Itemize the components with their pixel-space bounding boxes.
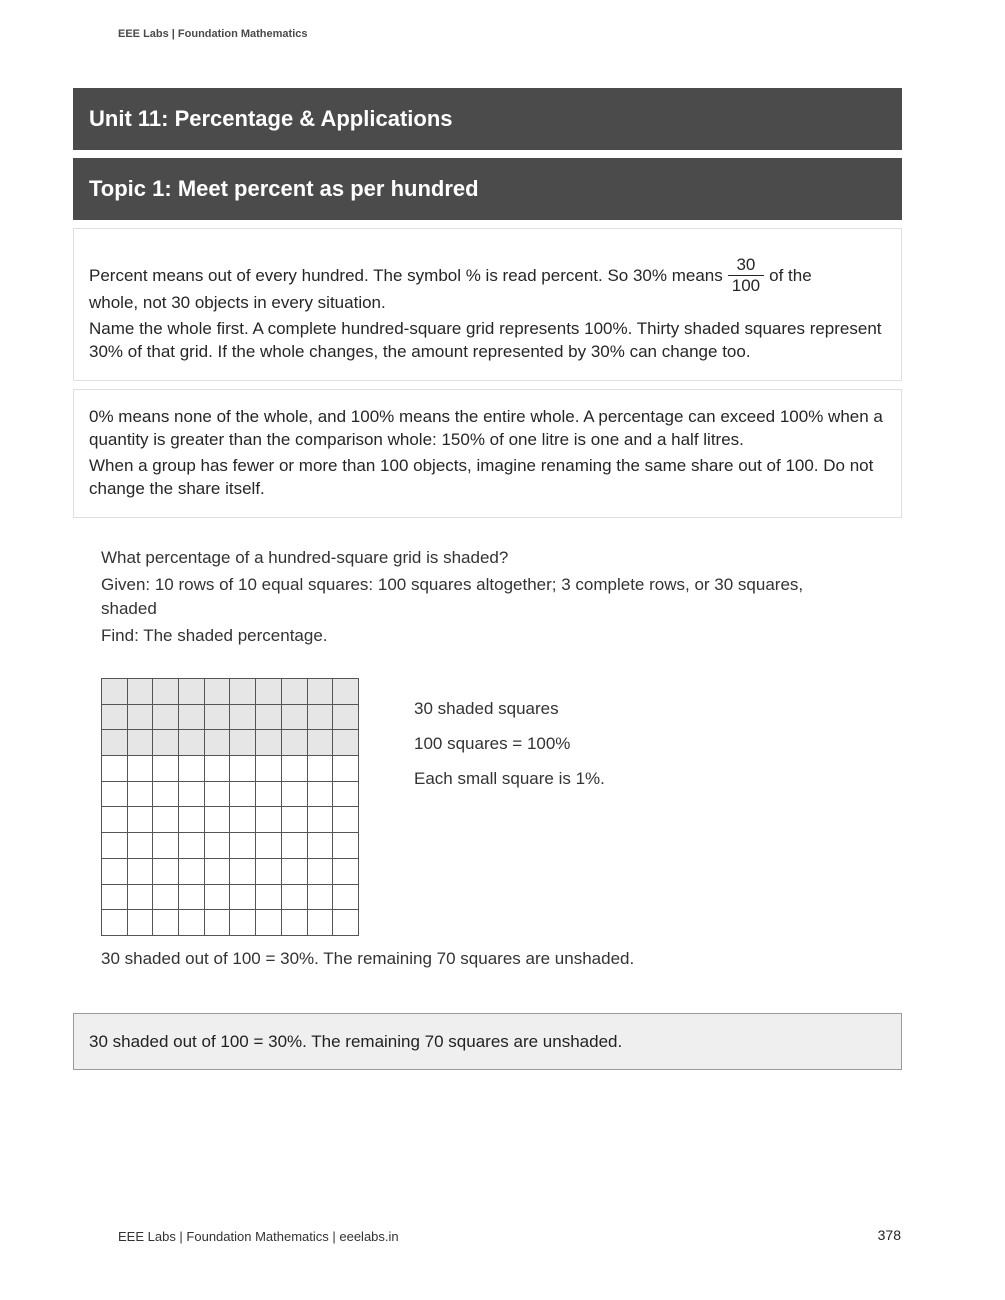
- grid-cell: [256, 756, 282, 782]
- grid-cell: [333, 756, 359, 782]
- grid-cell: [308, 782, 334, 808]
- range-note-paragraph-1: 0% means none of the whole, and 100% means the entire whole. A percentage can exceed 100% when a quantity is greater than the comparison whole: 150% of one litre is one and a half litres.: [89, 407, 883, 449]
- grid-cell-shaded: [282, 705, 308, 731]
- answer-text: 30 shaded out of 100 = 30%. The remaining 70 squares are unshaded.: [89, 1031, 623, 1051]
- definition-text-after: of the: [769, 266, 812, 285]
- grid-cell: [230, 910, 256, 936]
- grid-cell: [333, 807, 359, 833]
- example-question: What percentage of a hundred-square grid is shaded?: [101, 548, 509, 567]
- grid-cell: [308, 910, 334, 936]
- grid-cell: [128, 807, 154, 833]
- grid-cell: [282, 885, 308, 911]
- grid-cell: [256, 859, 282, 885]
- grid-cell: [153, 807, 179, 833]
- grid-cell-shaded: [256, 730, 282, 756]
- grid-cell-shaded: [205, 679, 231, 705]
- grid-cell: [282, 756, 308, 782]
- grid-cell: [333, 833, 359, 859]
- grid-cell: [153, 859, 179, 885]
- grid-cell: [230, 885, 256, 911]
- grid-cell: [282, 807, 308, 833]
- topic-title: Topic 1: Meet percent as per hundred: [73, 158, 902, 220]
- grid-cell: [282, 910, 308, 936]
- grid-cell-shaded: [179, 679, 205, 705]
- grid-cell: [230, 833, 256, 859]
- grid-cell: [102, 756, 128, 782]
- grid-cell: [128, 910, 154, 936]
- fraction-numerator: 30: [736, 255, 756, 274]
- grid-cell: [102, 859, 128, 885]
- grid-cell: [179, 910, 205, 936]
- unit-title: Unit 11: Percentage & Applications: [73, 88, 902, 150]
- range-note: [73, 389, 902, 518]
- grid-cell: [308, 756, 334, 782]
- grid-cell-shaded: [308, 679, 334, 705]
- grid-cell-shaded: [102, 730, 128, 756]
- grid-cell-shaded: [256, 705, 282, 731]
- grid-cell: [102, 782, 128, 808]
- grid-cell-shaded: [333, 730, 359, 756]
- grid-cell-shaded: [205, 730, 231, 756]
- grid-cell: [102, 833, 128, 859]
- page-footer: EEE Labs | Foundation Mathematics | eeelabs.in: [118, 1229, 399, 1244]
- grid-cell: [205, 756, 231, 782]
- grid-cell-shaded: [333, 705, 359, 731]
- grid-cell: [205, 807, 231, 833]
- grid-cell-shaded: [308, 730, 334, 756]
- grid-cell: [179, 807, 205, 833]
- grid-cell: [205, 885, 231, 911]
- grid-cell: [230, 756, 256, 782]
- fact-whole: 100 squares = 100%: [414, 734, 571, 753]
- grid-cell: [153, 885, 179, 911]
- grid-cell: [153, 910, 179, 936]
- grid-cell-shaded: [179, 705, 205, 731]
- grid-cell-shaded: [179, 730, 205, 756]
- grid-cell: [282, 859, 308, 885]
- definition-note: [73, 228, 902, 381]
- grid-cell: [308, 833, 334, 859]
- grid-cell: [128, 782, 154, 808]
- grid-cell: [256, 833, 282, 859]
- grid-cell: [205, 833, 231, 859]
- definition-line-2: whole, not 30 objects in every situation.: [89, 293, 386, 312]
- definition-text-before: Percent means out of every hundred. The symbol % is read percent. So 30% means: [89, 266, 723, 285]
- grid-cell: [282, 833, 308, 859]
- grid-cell-shaded: [333, 679, 359, 705]
- fraction: [728, 255, 764, 296]
- grid-cell: [230, 782, 256, 808]
- grid-cell: [308, 807, 334, 833]
- grid-cell: [230, 807, 256, 833]
- grid-cell: [230, 859, 256, 885]
- grid-cell: [102, 910, 128, 936]
- grid-cell: [179, 782, 205, 808]
- grid-cell: [179, 885, 205, 911]
- fact-shaded-count: 30 shaded squares: [414, 699, 559, 718]
- grid-cell: [128, 833, 154, 859]
- grid-cell-shaded: [205, 705, 231, 731]
- grid-cell: [153, 782, 179, 808]
- grid-cell: [128, 859, 154, 885]
- grid-cell: [282, 782, 308, 808]
- grid-cell: [333, 782, 359, 808]
- grid-cell: [256, 782, 282, 808]
- grid-cell: [102, 885, 128, 911]
- grid-cell-shaded: [102, 705, 128, 731]
- grid-cell-shaded: [230, 705, 256, 731]
- fact-unit-square: Each small square is 1%.: [414, 769, 605, 788]
- grid-cell: [333, 910, 359, 936]
- grid-cell-shaded: [153, 730, 179, 756]
- grid-cell-shaded: [128, 705, 154, 731]
- range-note-paragraph-2: When a group has fewer or more than 100 objects, imagine renaming the same share out of 100. Do not change the share itself.: [89, 456, 874, 498]
- grid-cell: [205, 782, 231, 808]
- example-given: Given: 10 rows of 10 equal squares: 100 squares altogether; 3 complete rows, or 30 squares, shaded: [101, 575, 804, 618]
- grid-cell: [179, 859, 205, 885]
- grid-cell: [333, 885, 359, 911]
- grid-cell-shaded: [230, 730, 256, 756]
- grid-cell-shaded: [153, 679, 179, 705]
- grid-cell-shaded: [128, 730, 154, 756]
- grid-cell: [153, 833, 179, 859]
- grid-cell: [256, 885, 282, 911]
- definition-line: [89, 255, 812, 296]
- worked-example: [101, 546, 821, 651]
- grid-cell: [102, 807, 128, 833]
- grid-cell: [308, 859, 334, 885]
- grid-cell: [308, 885, 334, 911]
- grid-cell-shaded: [153, 705, 179, 731]
- grid-cell: [333, 859, 359, 885]
- grid-cell-shaded: [282, 679, 308, 705]
- grid-cell-shaded: [230, 679, 256, 705]
- grid-facts: [414, 697, 605, 802]
- answer-box: [73, 1013, 902, 1070]
- grid-cell: [205, 910, 231, 936]
- example-find: Find: The shaded percentage.: [101, 626, 328, 645]
- grid-cell: [205, 859, 231, 885]
- running-head: EEE Labs | Foundation Mathematics: [118, 28, 308, 40]
- grid-cell-shaded: [282, 730, 308, 756]
- fraction-denominator: 100: [731, 276, 761, 295]
- grid-cell: [128, 885, 154, 911]
- page-number: 378: [877, 1227, 901, 1243]
- example-conclusion: 30 shaded out of 100 = 30%. The remaining 70 squares are unshaded.: [101, 949, 635, 968]
- whole-note: Name the whole first. A complete hundred-square grid represents 100%. Thirty shaded squares represent 30% of that grid. If the whole changes, the amount represented by 30% can change too.: [89, 319, 882, 361]
- hundred-square-grid: [101, 678, 359, 936]
- grid-cell-shaded: [308, 705, 334, 731]
- grid-cell-shaded: [102, 679, 128, 705]
- grid-cell: [256, 807, 282, 833]
- grid-cell: [128, 756, 154, 782]
- grid-cell-shaded: [128, 679, 154, 705]
- grid-cell: [153, 756, 179, 782]
- grid-cell: [179, 756, 205, 782]
- grid-cell-shaded: [256, 679, 282, 705]
- grid-cell: [256, 910, 282, 936]
- grid-cell: [179, 833, 205, 859]
